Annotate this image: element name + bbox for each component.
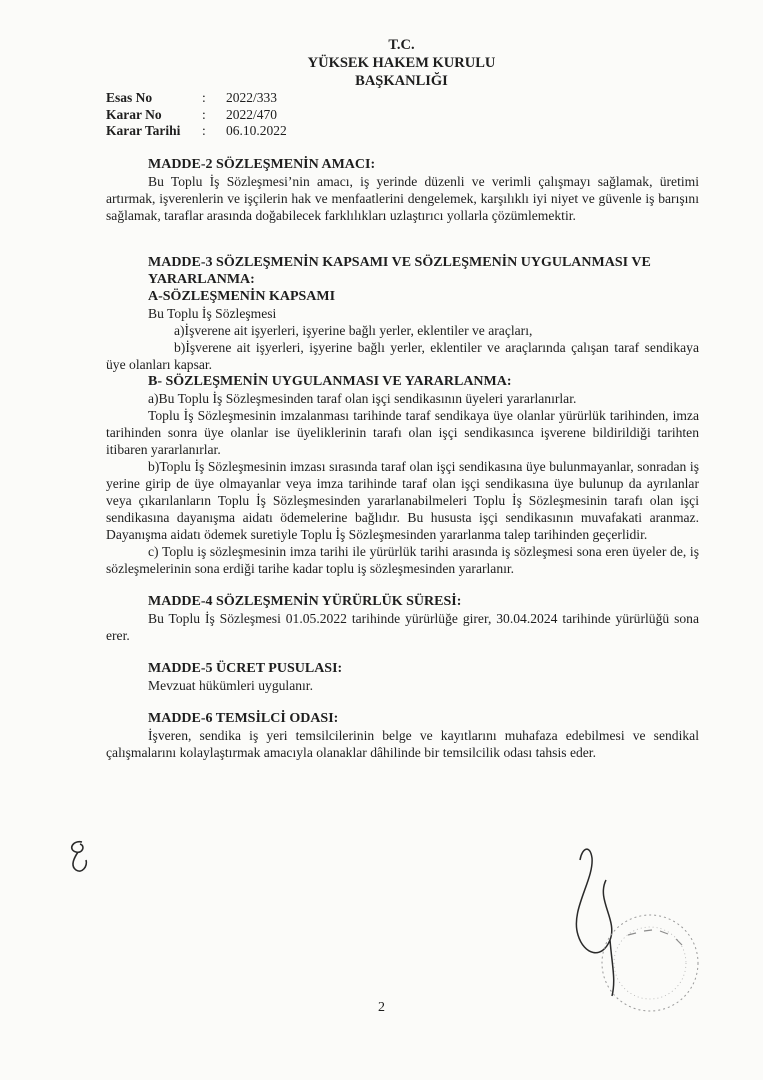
meta-separator: : [202, 90, 206, 105]
document-header [0, 36, 763, 90]
meta-label: Esas No [106, 90, 153, 105]
madde3-a-item-a: a)İşverene ait işyerleri, işyerine bağlı yerler, eklentiler ve araçları, [174, 323, 533, 338]
page-number: 2 [378, 1000, 385, 1015]
meta-label: Karar Tarihi [106, 123, 181, 138]
madde3-a-item-b: b)İşverene ait işyerleri, işyerine bağlı yerler, eklentiler ve araçlarında çalışan taraf sendikaya üye olanları kapsar. [106, 340, 699, 372]
madde3-heading: MADDE-3 SÖZLEŞMENİN KAPSAMI VE SÖZLEŞMENİN UYGULANMASI VE YARARLANMA: [148, 255, 651, 287]
meta-row-esas [106, 90, 287, 107]
madde6-heading: MADDE-6 TEMSİLCİ ODASI: [148, 711, 339, 726]
meta-value: 2022/470 [226, 106, 278, 122]
madde2-text: Bu Toplu İş Sözleşmesi’nin amacı, iş yerinde düzenli ve verimli çalışmayı sağlamak, üretimi artırmak, işverenlerin ve işçilerin hak ve menfaatlerini dengelemek, karşılıklı iyi niyet ve güvenle iş barışını sağlamak, taraflar arasında doğabilecek farklılıkları uzlaştırıcı yollarla çözümlemektir. [106, 174, 699, 223]
madde5-heading: MADDE-5 ÜCRET PUSULASI: [148, 661, 343, 676]
official-seal-stamp [588, 905, 708, 1015]
madde6-text: İşveren, sendika iş yeri temsilcilerinin belge ve kayıtlarını muhafaza edebilmesi ve sendikal çalışmalarını kolaylaştırmak amacıyla olanaklar dâhilinde bir temsilcilik odası tahsis eder. [106, 728, 699, 760]
header-department: BAŞKANLIĞI [355, 73, 448, 89]
meta-label: Karar No [106, 106, 162, 122]
case-meta [106, 90, 287, 140]
document-body [106, 156, 699, 761]
madde3-b-item-a: a)Bu Toplu İş Sözleşmesinden taraf olan işçi sendikasının üyeleri yararlanırlar. [148, 391, 577, 406]
madde5-text: Mevzuat hükümleri uygulanır. [148, 678, 313, 693]
madde3-b-item-a2: Toplu İş Sözleşmesinin imzalanması tarihinde taraf sendikaya üye olanlar yürürlük tarihinden, imza tarihinden sonra üye olanlar ise üyeliklerinin tarafı olan işçi sendikasınca işverene bildirildiği tarihten itibaren yararlanırlar. [106, 408, 699, 457]
madde3-b-item-b: b)Toplu İş Sözleşmesinin imzası sırasında taraf olan işçi sendikasına üye bulunmayanlar, sonradan iş yerine girip de üye olmayanlar veya imza tarihinde taraf olan işçi sendikasına üye bulunup da ayrılanlar veya çıkarılanların Toplu İş Sözleşmesinden yararlanabilmeleri Toplu İş Sözleşmesinin tarafı olan işçi sendikasına dayanışma aidatı ödemelerine bağlıdır. Bu hususta işçi sendikasının muvafakati aranmaz. Dayanışma aidatı ödemek suretiyle Toplu İş Sözleşmesinden yararlanma talep tarihinden geçerlidir. [106, 459, 699, 542]
madde2-heading: MADDE-2 SÖZLEŞMENİN AMACI: [148, 157, 376, 172]
madde3-b-heading: B- SÖZLEŞMENİN UYGULANMASI VE YARARLANMA: [148, 374, 512, 389]
madde3-a-intro: Bu Toplu İş Sözleşmesi [148, 306, 277, 321]
meta-separator: : [202, 106, 206, 122]
handwritten-initial [64, 836, 114, 876]
madde3-heading-wrap [106, 254, 699, 288]
madde4-heading: MADDE-4 SÖZLEŞMENİN YÜRÜRLÜK SÜRESİ: [148, 594, 462, 609]
meta-value: 06.10.2022 [226, 123, 287, 138]
meta-value: 2022/333 [226, 90, 278, 105]
madde3-a-heading: A-SÖZLEŞMENİN KAPSAMI [148, 289, 336, 304]
meta-row-tarih [106, 123, 287, 140]
header-tc: T.C. [388, 37, 415, 53]
meta-separator: : [202, 123, 206, 138]
meta-row-karar [106, 107, 287, 124]
header-institution: YÜKSEK HAKEM KURULU [307, 55, 496, 71]
madde4-text: Bu Toplu İş Sözleşmesi 01.05.2022 tarihinde yürürlüğe girer, 30.04.2024 tarihinde yürürlüğü sona erer. [106, 611, 699, 643]
madde3-b-item-c: c) Toplu iş sözleşmesinin imza tarihi ile yürürlük tarihi arasında iş sözleşmesi sona eren üyeler de, iş sözleşmelerinin sona erdiği tarihe kadar toplu iş sözleşmesinden yararlanır. [106, 544, 699, 576]
